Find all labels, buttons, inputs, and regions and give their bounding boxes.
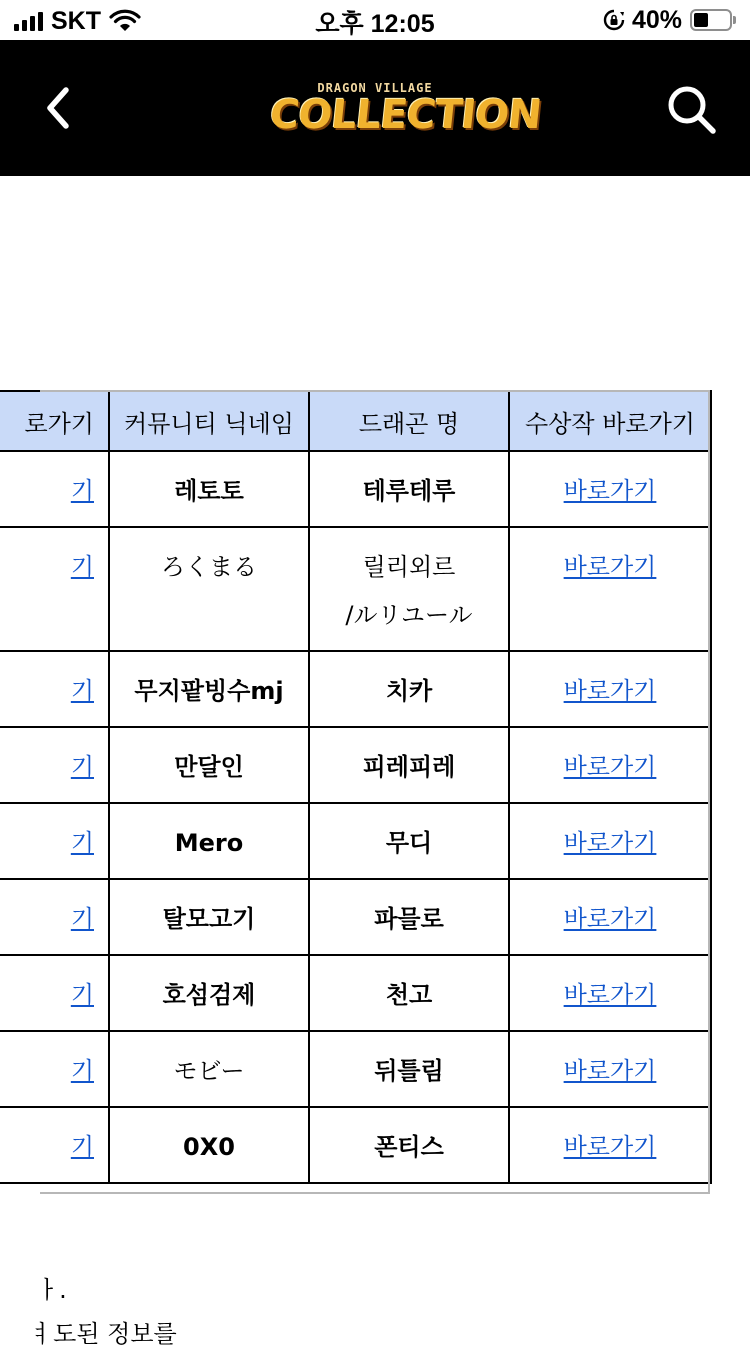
rotation-lock-icon <box>602 8 626 32</box>
header-nickname: 커뮤니티 닉네임 <box>109 391 309 451</box>
nickname-cell: モビー <box>109 1031 309 1107</box>
cut-link-text[interactable]: 기 <box>70 477 94 505</box>
cut-link-text[interactable]: 기 <box>70 981 94 1009</box>
award-link[interactable]: 바로가기 <box>563 981 657 1009</box>
award-link-cell <box>509 527 711 651</box>
cut-link-text[interactable]: 기 <box>70 1057 94 1085</box>
table-row <box>0 451 711 527</box>
award-link[interactable]: 바로가기 <box>563 1133 657 1161</box>
award-link-cell <box>509 651 711 727</box>
logo[interactable] <box>267 74 544 150</box>
dragon-cell: 무디 <box>309 803 509 879</box>
table-row <box>0 527 711 651</box>
cut-link[interactable] <box>0 651 109 727</box>
cut-link[interactable] <box>0 451 109 527</box>
dragon-cell: 치카 <box>309 651 509 727</box>
status-right <box>602 5 736 35</box>
paragraph-fragment: ㅕ도된 정보를 <box>30 1320 177 1348</box>
dragon-cell: 천고 <box>309 955 509 1031</box>
dragon-cell: 피레피레 <box>309 727 509 803</box>
dragon-name-line: 릴리외르 <box>362 553 456 581</box>
nickname-cell: Mero <box>109 803 309 879</box>
award-link-cell <box>509 955 711 1031</box>
award-link-cell <box>509 879 711 955</box>
award-link[interactable]: 바로가기 <box>563 553 657 581</box>
award-link-cell <box>509 1107 711 1183</box>
table-scroll-container[interactable] <box>24 390 710 1192</box>
table-row <box>0 1107 711 1183</box>
battery-fill <box>694 13 708 27</box>
header-dragon-name: 드래곤 명 <box>309 391 509 451</box>
cut-link[interactable] <box>0 803 109 879</box>
cut-link[interactable] <box>0 879 109 955</box>
table-row <box>0 803 711 879</box>
search-icon[interactable] <box>664 82 718 136</box>
status-time: 오후 12:05 <box>315 10 435 38</box>
award-table <box>0 390 712 1184</box>
logo-main-text: COLLECTION <box>267 92 544 138</box>
table-row <box>0 727 711 803</box>
award-link[interactable]: 바로가기 <box>563 477 657 505</box>
table-row <box>0 879 711 955</box>
nickname-cell: 무지팥빙수mj <box>109 651 309 727</box>
cut-link[interactable] <box>0 527 109 651</box>
status-bar <box>0 0 750 40</box>
award-link-cell <box>509 1031 711 1107</box>
logo-top-text: DRAGON VILLAGE <box>317 81 433 95</box>
app-header <box>0 40 750 176</box>
cut-link-text[interactable]: 기 <box>70 829 94 857</box>
cut-link[interactable] <box>0 1031 109 1107</box>
cut-link-text[interactable]: 기 <box>70 753 94 781</box>
header-award-link: 수상작 바로가기 <box>509 391 711 451</box>
cut-link-text[interactable]: 기 <box>70 905 94 933</box>
dragon-name-line: /ルリユール <box>345 601 473 629</box>
battery-icon <box>690 9 732 31</box>
paragraph-fragment: ㅏ. <box>36 1276 67 1304</box>
award-link-cell <box>509 727 711 803</box>
dragon-cell: 폰티스 <box>309 1107 509 1183</box>
dragon-cell <box>309 527 509 651</box>
award-link[interactable]: 바로가기 <box>563 829 657 857</box>
award-link-cell <box>509 451 711 527</box>
cut-link[interactable] <box>0 1107 109 1183</box>
header-link-cut: 로가기 <box>0 391 109 451</box>
dragon-cell: 테루테루 <box>309 451 509 527</box>
nickname-cell: 호섬검제 <box>109 955 309 1031</box>
award-link[interactable]: 바로가기 <box>563 677 657 705</box>
back-chevron-icon[interactable] <box>38 82 78 134</box>
battery-percent: 40% <box>631 5 682 34</box>
table-row <box>0 955 711 1031</box>
cut-link[interactable] <box>0 727 109 803</box>
battery-tip <box>733 16 736 24</box>
nickname-cell: 레토토 <box>109 451 309 527</box>
dragon-cell: 뒤틀림 <box>309 1031 509 1107</box>
carrier-name: SKT <box>51 6 101 35</box>
cut-link-text[interactable]: 기 <box>70 553 94 581</box>
award-link-cell <box>509 803 711 879</box>
table-row <box>0 1031 711 1107</box>
cut-link-text[interactable]: 기 <box>70 1133 94 1161</box>
nickname-cell: 탈모고기 <box>109 879 309 955</box>
table-row <box>0 651 711 727</box>
dragon-cell: 파믈로 <box>309 879 509 955</box>
cut-link[interactable] <box>0 955 109 1031</box>
award-link[interactable]: 바로가기 <box>563 753 657 781</box>
cut-link-text[interactable]: 기 <box>70 677 94 705</box>
table-header-row <box>0 391 711 451</box>
award-link[interactable]: 바로가기 <box>563 905 657 933</box>
nickname-cell: ろくまる <box>109 527 309 651</box>
nickname-cell: 만달인 <box>109 727 309 803</box>
award-link[interactable]: 바로가기 <box>563 1057 657 1085</box>
nickname-cell: 0X0 <box>109 1107 309 1183</box>
